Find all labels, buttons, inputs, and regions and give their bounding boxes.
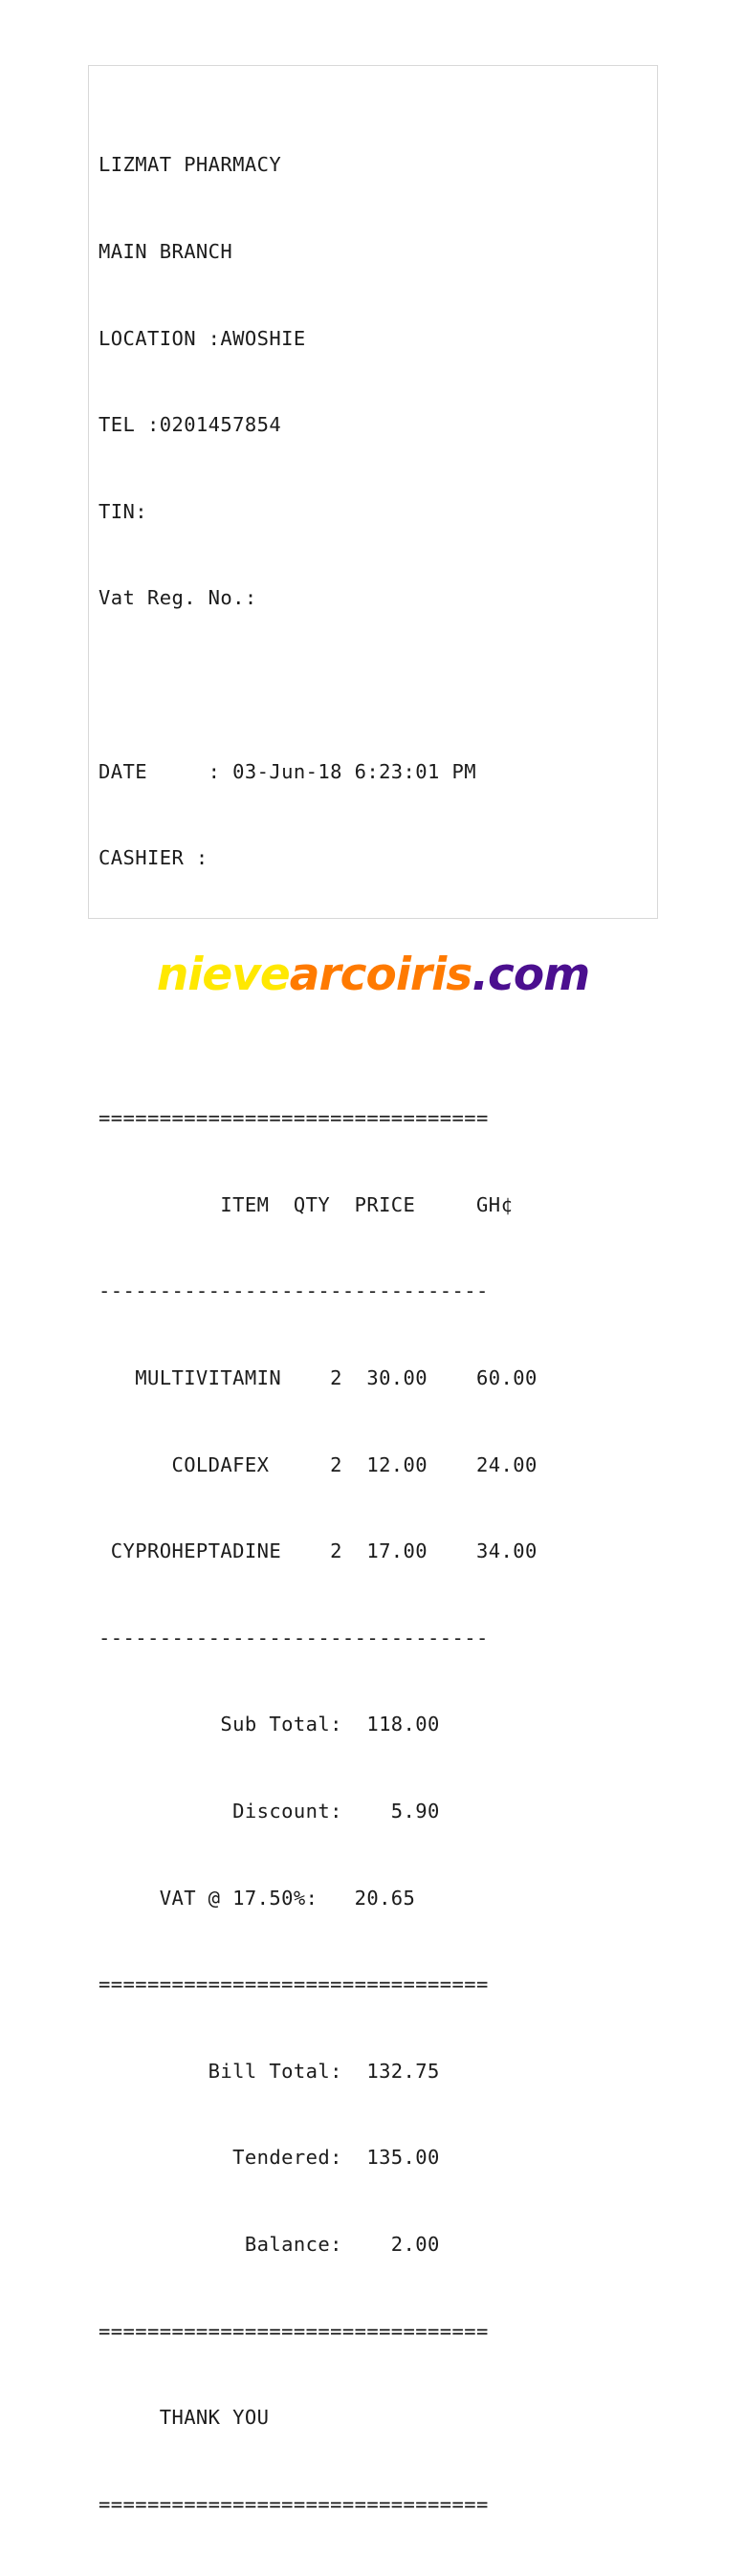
divider-double-thanks-top: ================================ (99, 2319, 489, 2343)
store-telephone: TEL :0201457854 (99, 413, 282, 437)
balance-line: Balance: 2.00 (99, 2233, 440, 2257)
table-row: MULTIVITAMIN 2 30.00 60.00 (99, 1365, 538, 1389)
watermark-part-three: .com (472, 949, 590, 1001)
table-column-headers: ITEM QTY PRICE GH¢ (99, 1192, 514, 1216)
subtotal-line: Sub Total: 118.00 (99, 1713, 440, 1736)
spacer-3 (99, 1017, 649, 1046)
receipt-date: DATE : 03-Jun-18 6:23:01 PM (99, 759, 477, 783)
table-row: COLDAFEX 2 12.00 24.00 (99, 1452, 538, 1476)
receipt-cashier: CASHIER : (99, 846, 208, 870)
watermark-part-two: arcoiris (289, 949, 472, 1001)
divider-double-bottom: ================================ (99, 2492, 489, 2516)
vat-line: VAT @ 17.50%: 20.65 (99, 1886, 416, 1910)
spacer-1 (99, 670, 649, 699)
store-branch: MAIN BRANCH (99, 240, 233, 264)
thank-you-message: THANK YOU (99, 2406, 270, 2430)
store-name: LIZMAT PHARMACY (99, 153, 282, 177)
divider-single-bottom: -------------------------------- (99, 1626, 489, 1649)
store-tin: TIN: (99, 499, 147, 523)
bill-total-line: Bill Total: 132.75 (99, 2059, 440, 2083)
receipt-text (99, 93, 649, 2576)
store-vat-reg: Vat Reg. No.: (99, 586, 257, 610)
store-location: LOCATION :AWOSHIE (99, 326, 306, 350)
divider-double-top: ================================ (99, 1106, 489, 1130)
divider-single-top: -------------------------------- (99, 1279, 489, 1303)
watermark-part-one: nieve (156, 949, 290, 1001)
table-row: CYPROHEPTADINE 2 17.00 34.00 (99, 1539, 538, 1563)
discount-line: Discount: 5.90 (99, 1799, 440, 1823)
tendered-line: Tendered: 135.00 (99, 2146, 440, 2170)
watermark (0, 949, 746, 1001)
divider-double-middle: ================================ (99, 1973, 489, 1997)
